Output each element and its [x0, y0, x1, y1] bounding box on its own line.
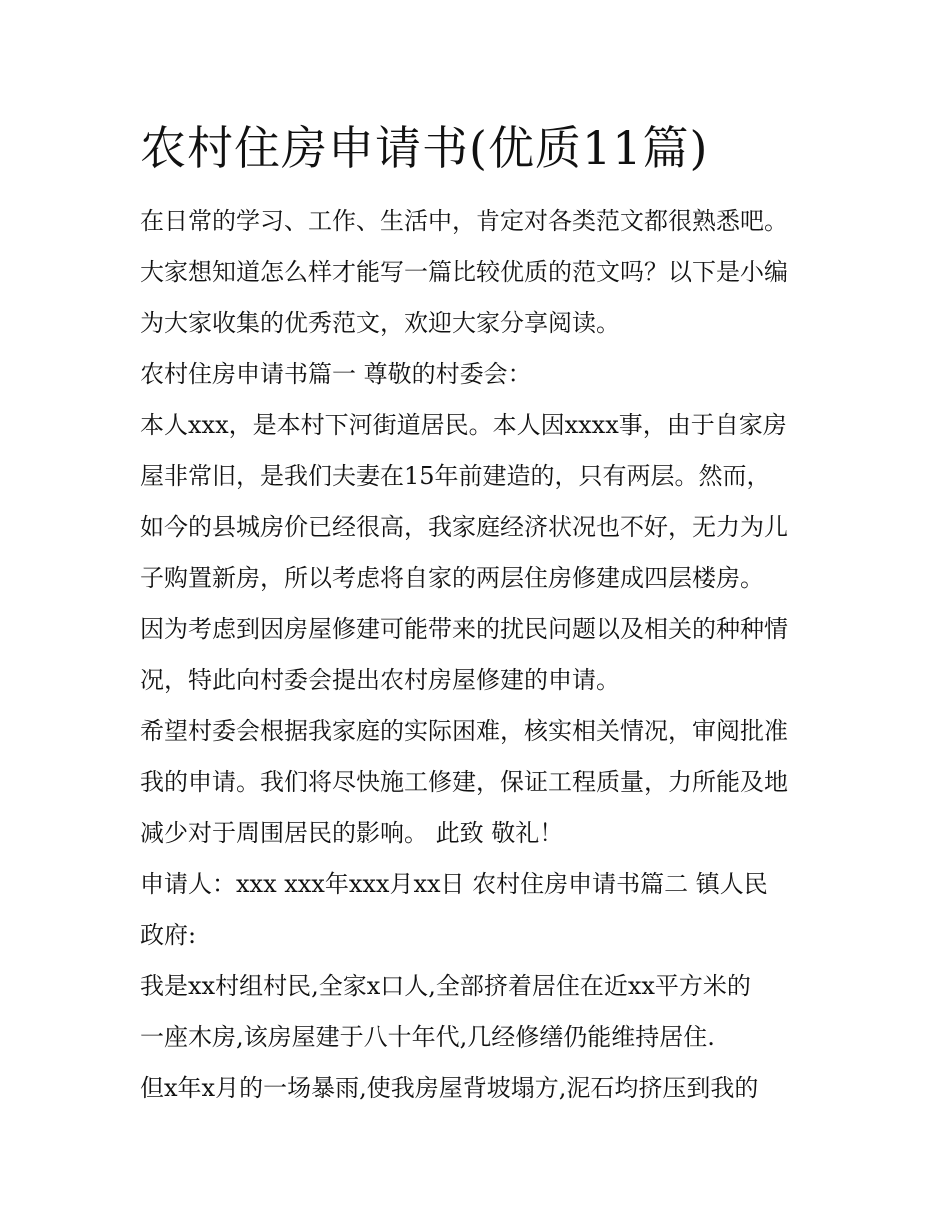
text-line: 在日常的学习、工作、生活中，肯定对各类范文都很熟悉吧。: [140, 207, 788, 235]
text-line: 屋非常旧，是我们夫妻在15年前建造的，只有两层。然而，: [140, 462, 771, 490]
text-line: 我的申请。我们将尽快施工修建，保证工程质量，力所能及地: [140, 768, 788, 796]
text-line: 为大家收集的优秀范文，欢迎大家分享阅读。: [140, 309, 620, 337]
text-line: 如今的县城房价已经很高，我家庭经济状况也不好，无力为儿: [140, 513, 788, 541]
text-line: 我是xx村组村民,全家x口人,全部挤着居住在近xx平方米的: [140, 972, 751, 1000]
text-line: 减少对于周围居民的影响。 此致 敬礼！: [140, 819, 564, 847]
text-line: 一座木房,该房屋建于八十年代,几经修缮仍能维持居住.: [140, 1023, 715, 1051]
text-line: 本人xxx，是本村下河街道居民。本人因xxxx事，由于自家房: [140, 411, 787, 439]
text-line: 子购置新房，所以考虑将自家的两层住房修建成四层楼房。: [140, 564, 764, 592]
text-line: 因为考虑到因房屋修建可能带来的扰民问题以及相关的种种情: [140, 615, 788, 643]
document-body: [140, 196, 830, 1114]
text-line: 申请人：xxx xxx年xxx月xx日 农村住房申请书篇二 镇人民: [140, 870, 768, 898]
text-line: 政府:: [140, 921, 197, 949]
text-line: 农村住房申请书篇一 尊敬的村委会：: [140, 360, 532, 388]
text-line: 希望村委会根据我家庭的实际困难，核实相关情况，审阅批准: [140, 717, 788, 745]
text-line: 况，特此向村委会提出农村房屋修建的申请。: [140, 666, 620, 694]
document-title: 农村住房申请书(优质11篇): [140, 121, 709, 175]
text-line: 大家想知道怎么样才能写一篇比较优质的范文吗？以下是小编: [140, 258, 788, 286]
text-line: 但x年x月的一场暴雨,使我房屋背坡塌方,泥石均挤压到我的: [140, 1074, 759, 1102]
